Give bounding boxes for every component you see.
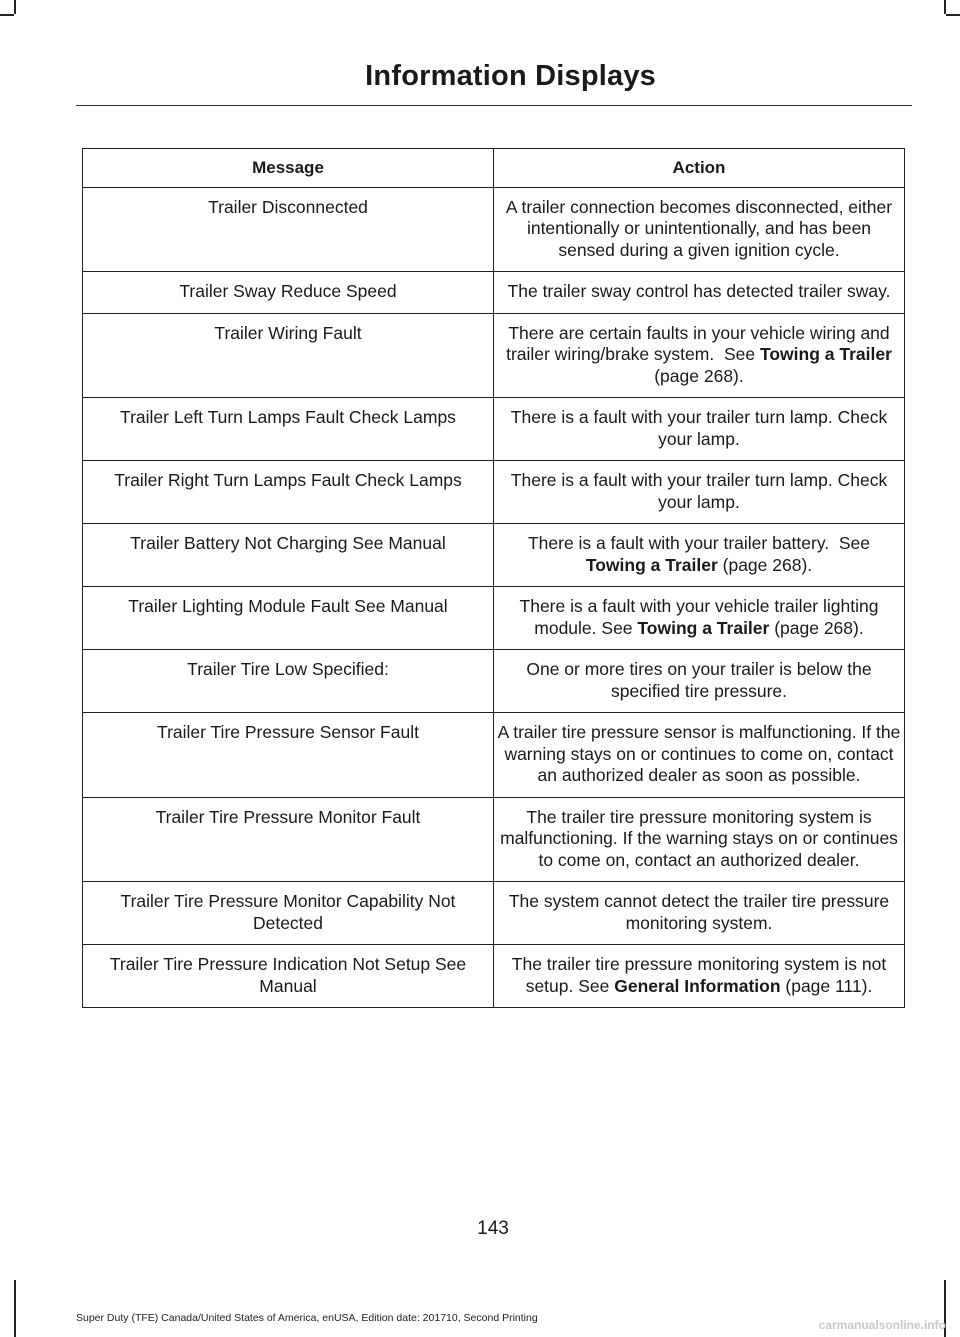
table-row [83, 524, 905, 587]
action-text: One or more tires on your trailer is below the specified tire pressure. [526, 659, 872, 701]
table-row [83, 713, 905, 798]
table-row [83, 797, 905, 882]
action-text: There is a fault with your trailer battery. [527, 533, 830, 553]
title-divider [76, 105, 912, 106]
action-cell [494, 882, 905, 945]
reference-page: (page 111). [780, 975, 873, 996]
cross-reference-link[interactable]: General Information [614, 975, 781, 996]
reference-prefix: See [714, 344, 760, 364]
page-number: 143 [477, 1218, 509, 1239]
action-cell [494, 587, 905, 650]
table-row [83, 945, 905, 1008]
action-cell [494, 461, 905, 524]
action-cell [494, 650, 905, 713]
action-text: The trailer tire pressure monitoring system is not setup. [511, 954, 887, 996]
table-row [83, 272, 905, 314]
column-header-message: Message [83, 149, 494, 188]
table-row [83, 398, 905, 461]
crop-mark-top-left-h [0, 14, 14, 16]
crop-mark-top-right [944, 0, 946, 14]
action-text: The trailer sway control has detected trailer sway. [507, 281, 891, 301]
cross-reference-link[interactable]: Towing a Trailer [585, 554, 718, 575]
action-text: The trailer tire pressure monitoring system is malfunctioning. If the warning stays on or continues to come on, contact an authorized dealer. [500, 806, 898, 870]
action-cell [494, 313, 905, 398]
reference-prefix: See [573, 975, 615, 996]
action-text: There is a fault with your trailer turn lamp. Check your lamp. [510, 407, 888, 449]
action-text: There is a fault with your trailer turn lamp. Check your lamp. [510, 470, 888, 512]
reference-prefix: See [829, 533, 875, 553]
action-cell [494, 797, 905, 882]
page-title: Information Displays [365, 60, 656, 92]
message-table [82, 148, 905, 1008]
cross-reference-link[interactable]: Towing a Trailer [637, 617, 770, 638]
watermark: carmanualsonline.info [818, 1318, 946, 1332]
column-header-action: Action [494, 149, 905, 188]
reference-page: (page 268). [654, 365, 744, 386]
action-cell [494, 398, 905, 461]
message-cell: Trailer Battery Not Charging See Manual [83, 524, 494, 587]
reference-prefix: See [596, 617, 638, 638]
action-text: There are certain faults in your vehicle wiring and trailer wiring/brake system. [506, 322, 890, 364]
action-cell [494, 524, 905, 587]
action-text: The system cannot detect the trailer tire pressure monitoring system. [508, 891, 890, 933]
reference-page: (page 268). [769, 617, 864, 638]
table-body [83, 187, 905, 1008]
table-row [83, 650, 905, 713]
message-cell: Trailer Sway Reduce Speed [83, 272, 494, 314]
table-row [83, 587, 905, 650]
table-row [83, 187, 905, 272]
message-cell: Trailer Left Turn Lamps Fault Check Lamps [83, 398, 494, 461]
edition-footer: Super Duty (TFE) Canada/United States of America, enUSA, Edition date: 201710, Second Printing [76, 1312, 538, 1324]
message-cell: Trailer Disconnected [83, 187, 494, 272]
action-text: There is a fault with your vehicle trailer lighting module. [519, 596, 879, 638]
crop-mark-top-left [14, 0, 16, 14]
message-cell: Trailer Lighting Module Fault See Manual [83, 587, 494, 650]
action-text: A trailer connection becomes disconnected, either intentionally or unintentionally, and has been sensed during a given ignition cycle. [505, 196, 893, 260]
message-cell: Trailer Tire Pressure Sensor Fault [83, 713, 494, 798]
message-cell: Trailer Tire Pressure Monitor Capability Not Detected [83, 882, 494, 945]
message-cell: Trailer Right Turn Lamps Fault Check Lamps [83, 461, 494, 524]
table-row [83, 313, 905, 398]
action-text: A trailer tire pressure sensor is malfunctioning. If the warning stays on or continues to come on, contact an authorized dealer as soon as possible. [497, 722, 901, 785]
table-header-row [83, 149, 905, 188]
reference-page: (page 268). [717, 554, 813, 575]
action-cell [494, 187, 905, 272]
message-cell: Trailer Tire Low Specified: [83, 650, 494, 713]
message-cell: Trailer Wiring Fault [83, 313, 494, 398]
message-cell: Trailer Tire Pressure Monitor Fault [83, 797, 494, 882]
message-cell: Trailer Tire Pressure Indication Not Setup See Manual [83, 945, 494, 1008]
action-cell [494, 272, 905, 314]
table-row [83, 882, 905, 945]
table-row [83, 461, 905, 524]
action-cell [494, 713, 905, 798]
crop-mark-top-right-h [946, 14, 960, 16]
cross-reference-link[interactable]: Towing a Trailer [759, 344, 892, 364]
action-cell [494, 945, 905, 1008]
crop-mark-bottom-left [14, 1280, 16, 1337]
